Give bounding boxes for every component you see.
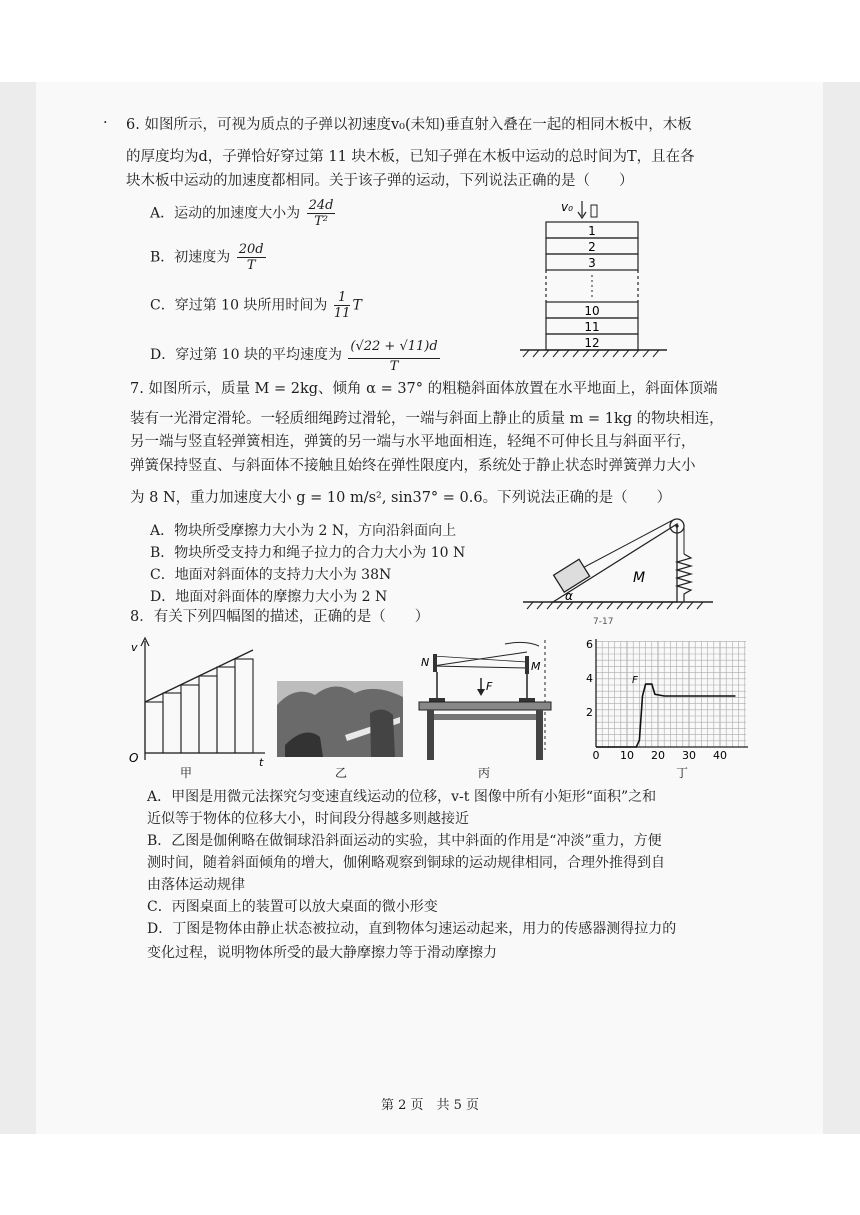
q6-option-a-numerator: 24d (308, 198, 334, 213)
v0-label: v₀ (561, 200, 573, 214)
q7-stem-line3: 另一端与竖直轻弹簧相连，弹簧的另一端与水平地面相连，轻绳不可伸长且与斜面平行， (130, 434, 696, 450)
board-label-10: 10 (584, 304, 600, 318)
q6-option-c-denominator: 11 (333, 306, 351, 321)
q7-option-c: C．地面对斜面体的支持力大小为 38N (150, 567, 392, 583)
page-edge-left (0, 82, 36, 1134)
q6-bullet: · (103, 115, 108, 131)
q6-board-stack-figure (515, 195, 675, 360)
table-leg-left (427, 710, 434, 760)
q8-option-c: C．丙图桌面上的装置可以放大桌面的微小形变 (147, 899, 438, 915)
ground-hatch (527, 602, 703, 609)
q8-option-b-line1: B．乙图是伽俐略在做铜球沿斜面运动的实验，其中斜面的作用是“冲淡”重力，方便 (147, 833, 662, 849)
q6-option-d-denominator: T (389, 359, 399, 374)
q8-option-d-line2: 变化过程，说明物体所受的最大静摩擦力等于滑动摩擦力 (147, 945, 497, 961)
q6-option-a-fraction (307, 198, 336, 229)
force-arrowhead (477, 689, 485, 696)
board-label-3: 3 (588, 256, 596, 270)
q6-option-b (150, 242, 268, 273)
q8-fig-yi (275, 675, 405, 760)
x-tick-20: 20 (651, 749, 665, 762)
base-N (429, 698, 445, 702)
base-M (519, 698, 535, 702)
q6-option-b-denominator: T (246, 258, 256, 273)
angle-label-alpha: α (565, 589, 573, 603)
graph-grid (596, 641, 746, 747)
y-tick-6: 6 (586, 638, 593, 651)
pulley-axle (675, 524, 678, 527)
spring (677, 554, 691, 602)
x-tick-40: 40 (713, 749, 727, 762)
table-leg-right (536, 710, 543, 760)
page-footer: 第 2 页 共 5 页 (380, 1098, 480, 1113)
q6-option-c-suffix: T (352, 297, 362, 314)
light-ray-3 (433, 656, 527, 662)
y-tick-4: 4 (586, 672, 593, 685)
scale-arc (505, 642, 539, 646)
q7-stem-line2: 装有一光滑定滑轮。一轻质细绳跨过滑轮，一端与斜面上静止的质量 m = 1kg 的物块相连， (130, 411, 724, 427)
q8-stem: 8．有关下列四幅图的描述，正确的是（ ） (130, 609, 430, 625)
q8-option-b-line3: 由落体运动规律 (147, 877, 245, 893)
q6-option-a-label: A．运动的加速度大小为 (150, 205, 301, 222)
board-label-1: 1 (588, 224, 596, 238)
q6-option-c-fraction (334, 290, 351, 321)
q6-option-c-numerator: 1 (334, 290, 351, 306)
force-curve (596, 684, 736, 747)
rope-slope (575, 520, 673, 572)
board-label-11: 11 (584, 320, 600, 334)
q8-option-a-line2: 近似等于物体的位移大小，时间段分得越多则越接近 (147, 811, 469, 827)
board-label-2: 2 (588, 240, 596, 254)
q6-stem-line1: 6. 如图所示，可视为质点的子弹以初速度v₀(未知)垂直射入叠在一起的相同木板中，木板 (126, 117, 692, 133)
x-tick-10: 10 (620, 749, 634, 762)
mirror-M-label: M (531, 660, 541, 673)
q7-incline-figure (515, 510, 720, 628)
page-edge-right (823, 82, 860, 1134)
q6-option-c-label: C．穿过第 10 块所用时间为 (150, 297, 328, 314)
force-label: F (486, 680, 493, 693)
q7-option-d: D．地面对斜面体的摩擦力大小为 2 N (150, 589, 388, 605)
q7-option-b: B．物块所受支持力和绳子拉力的合力大小为 10 N (150, 545, 466, 561)
q8-fig-ding (578, 635, 753, 765)
q8-fig-bing (415, 638, 555, 768)
caption-jia: 甲 (180, 766, 193, 780)
q7-stem-line4: 弹簧保持竖直、与斜面体不接触且始终在弹性限度内，系统处于静止状态时弹簧弹力大小 (130, 458, 696, 474)
v-label: v (131, 641, 138, 654)
table-top (419, 702, 551, 710)
figure-caption: 7-17 (593, 617, 614, 627)
caption-yi: 乙 (335, 766, 348, 780)
q8-option-b-line2: 测时间，随着斜面倾角的增大，伽俐略观察到铜球的运动规律相同，合理外推得到自 (147, 855, 665, 871)
q6-option-b-fraction (237, 242, 266, 273)
mirror-N-label: N (421, 656, 430, 669)
q6-option-a-denominator: T² (314, 214, 328, 229)
curve-F-label: F (632, 675, 638, 686)
caption-ding: 丁 (676, 766, 689, 780)
origin-label: O (129, 751, 139, 765)
mirror-N (433, 654, 437, 672)
q8-option-d-line1: D．丁图是物体由静止状态被拉动，直到物体匀速运动起来，用力的传感器测得拉力的 (147, 921, 677, 937)
mirror-M (525, 656, 529, 674)
y-tick-2: 2 (586, 706, 593, 719)
x-tick-0: 0 (592, 749, 600, 762)
q7-stem-line1: 7. 如图所示，质量 M = 2kg、倾角 α = 37° 的粗糙斜面体放置在水平地面上，斜面体顶端 (130, 381, 718, 397)
galileo-picture-figure-right (370, 709, 395, 757)
q8-fig-jia (125, 635, 275, 770)
caption-bing: 丙 (478, 766, 491, 780)
q6-stem-line3: 块木板中运动的加速度都相同。关于该子弹的运动，下列说法正确的是（ ） (126, 173, 634, 189)
micro-rectangles (145, 659, 253, 753)
bullet (591, 205, 597, 217)
q6-stem-line2: 的厚度均为d，子弹恰好穿过第 11 块木板，已知子弹在木板中运动的总时间为T，且在各 (126, 149, 695, 165)
q6-option-d-numerator: (√22 + √11)d (348, 336, 439, 359)
q7-option-a: A．物块所受摩擦力大小为 2 N，方向沿斜面向上 (150, 523, 457, 539)
q7-stem-line5: 为 8 N，重力加速度大小 g = 10 m/s², sin37° = 0.6。下列说法正确的是（ ） (130, 490, 672, 506)
small-block (554, 559, 590, 592)
light-ray-2 (433, 666, 527, 668)
q6-option-b-numerator: 20d (238, 242, 264, 257)
table-apron (434, 714, 536, 720)
q6-option-d-label: D．穿过第 10 块的平均速度为 (150, 347, 342, 363)
t-label: t (259, 756, 264, 769)
x-tick-30: 30 (682, 749, 696, 762)
ground-hatch (523, 350, 659, 357)
q6-option-d (150, 336, 442, 374)
q6-option-b-label: B．初速度为 (150, 249, 231, 266)
q8-option-a-line1: A．甲图是用微元法探究匀变速直线运动的位移，v-t 图像中所有小矩形“面积”之和 (147, 789, 657, 805)
q6-option-d-fraction (348, 336, 439, 374)
q6-option-c (150, 290, 362, 321)
board-label-12: 12 (584, 336, 600, 350)
q6-option-a (150, 198, 337, 229)
mass-label-M: M (633, 570, 646, 586)
